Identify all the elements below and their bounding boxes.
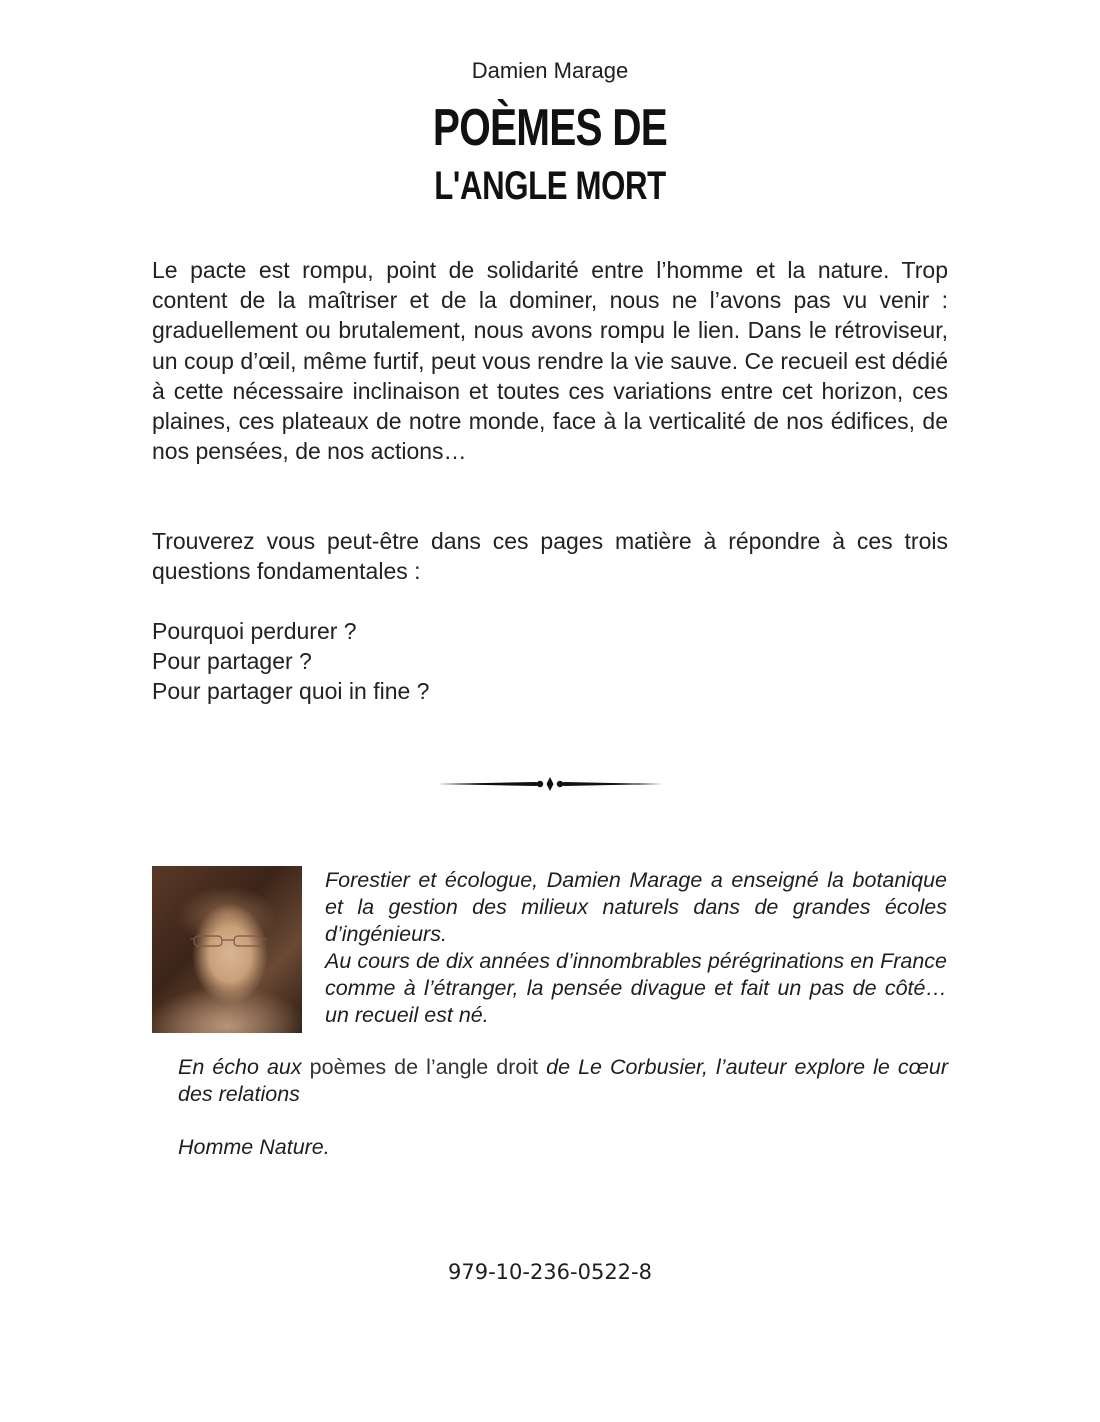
echo-reference: poèmes de l’angle droit bbox=[309, 1055, 539, 1079]
author-name: Damien Marage bbox=[471, 58, 629, 83]
motto: Homme Nature. bbox=[178, 1135, 330, 1159]
blurb-paragraph-1 bbox=[152, 255, 948, 466]
echo-statement bbox=[178, 1054, 948, 1108]
echo-suffix: de Le Corbusier, l’auteur explore le cœur des relations bbox=[178, 1055, 948, 1106]
decorative-divider-icon bbox=[435, 770, 665, 798]
question-list bbox=[152, 616, 948, 707]
bio-line-1: Forestier et écologue, Damien Marage a enseigné la botanique et la gestion des milieux naturels dans de grandes écoles d’ingénieurs. bbox=[325, 868, 947, 946]
author-bio bbox=[325, 867, 947, 1029]
question-item: Pour partager quoi in fine ? bbox=[152, 678, 430, 705]
book-title-line2: L'ANGLE MORT bbox=[434, 164, 666, 208]
blurb-question-intro: Trouverez vous peut-être dans ces pages matière à répondre à ces trois questions fondamentales : bbox=[152, 528, 948, 585]
book-title-line1: POÈMES DE bbox=[432, 99, 668, 157]
author-portrait bbox=[152, 866, 302, 1033]
portrait-glasses-detail bbox=[190, 934, 268, 948]
question-item: Pour partager ? bbox=[152, 648, 312, 675]
blurb-text: Le pacte est rompu, point de solidarité entre l’homme et la nature. Trop content de la maîtriser et de la dominer, nous ne l’avons pas vu venir : graduellement ou brutalement, nous avons rompu le lien. Dans le rétroviseur, un coup d’œil, même furtif, peut vous rendre la vie sauve. Ce recueil est dédié à cette nécessaire inclinaison et toutes ces variations entre cet horizon, ces plaines, ces plateaux de notre monde, face à la verticalité de nos édifices, de nos pensées, de nos actions… bbox=[152, 257, 948, 465]
blurb-paragraph-2 bbox=[152, 526, 948, 586]
question-item: Pourquoi perdurer ? bbox=[152, 618, 357, 644]
echo-prefix: En écho aux bbox=[178, 1055, 302, 1079]
bio-line-2: Au cours de dix années d’innombrables pérégrinations en France comme à l’étranger, la pensée divague et fait un pas de côté… un recueil est né. bbox=[325, 949, 947, 1027]
isbn: 979-10-236-0522-8 bbox=[447, 1260, 652, 1284]
